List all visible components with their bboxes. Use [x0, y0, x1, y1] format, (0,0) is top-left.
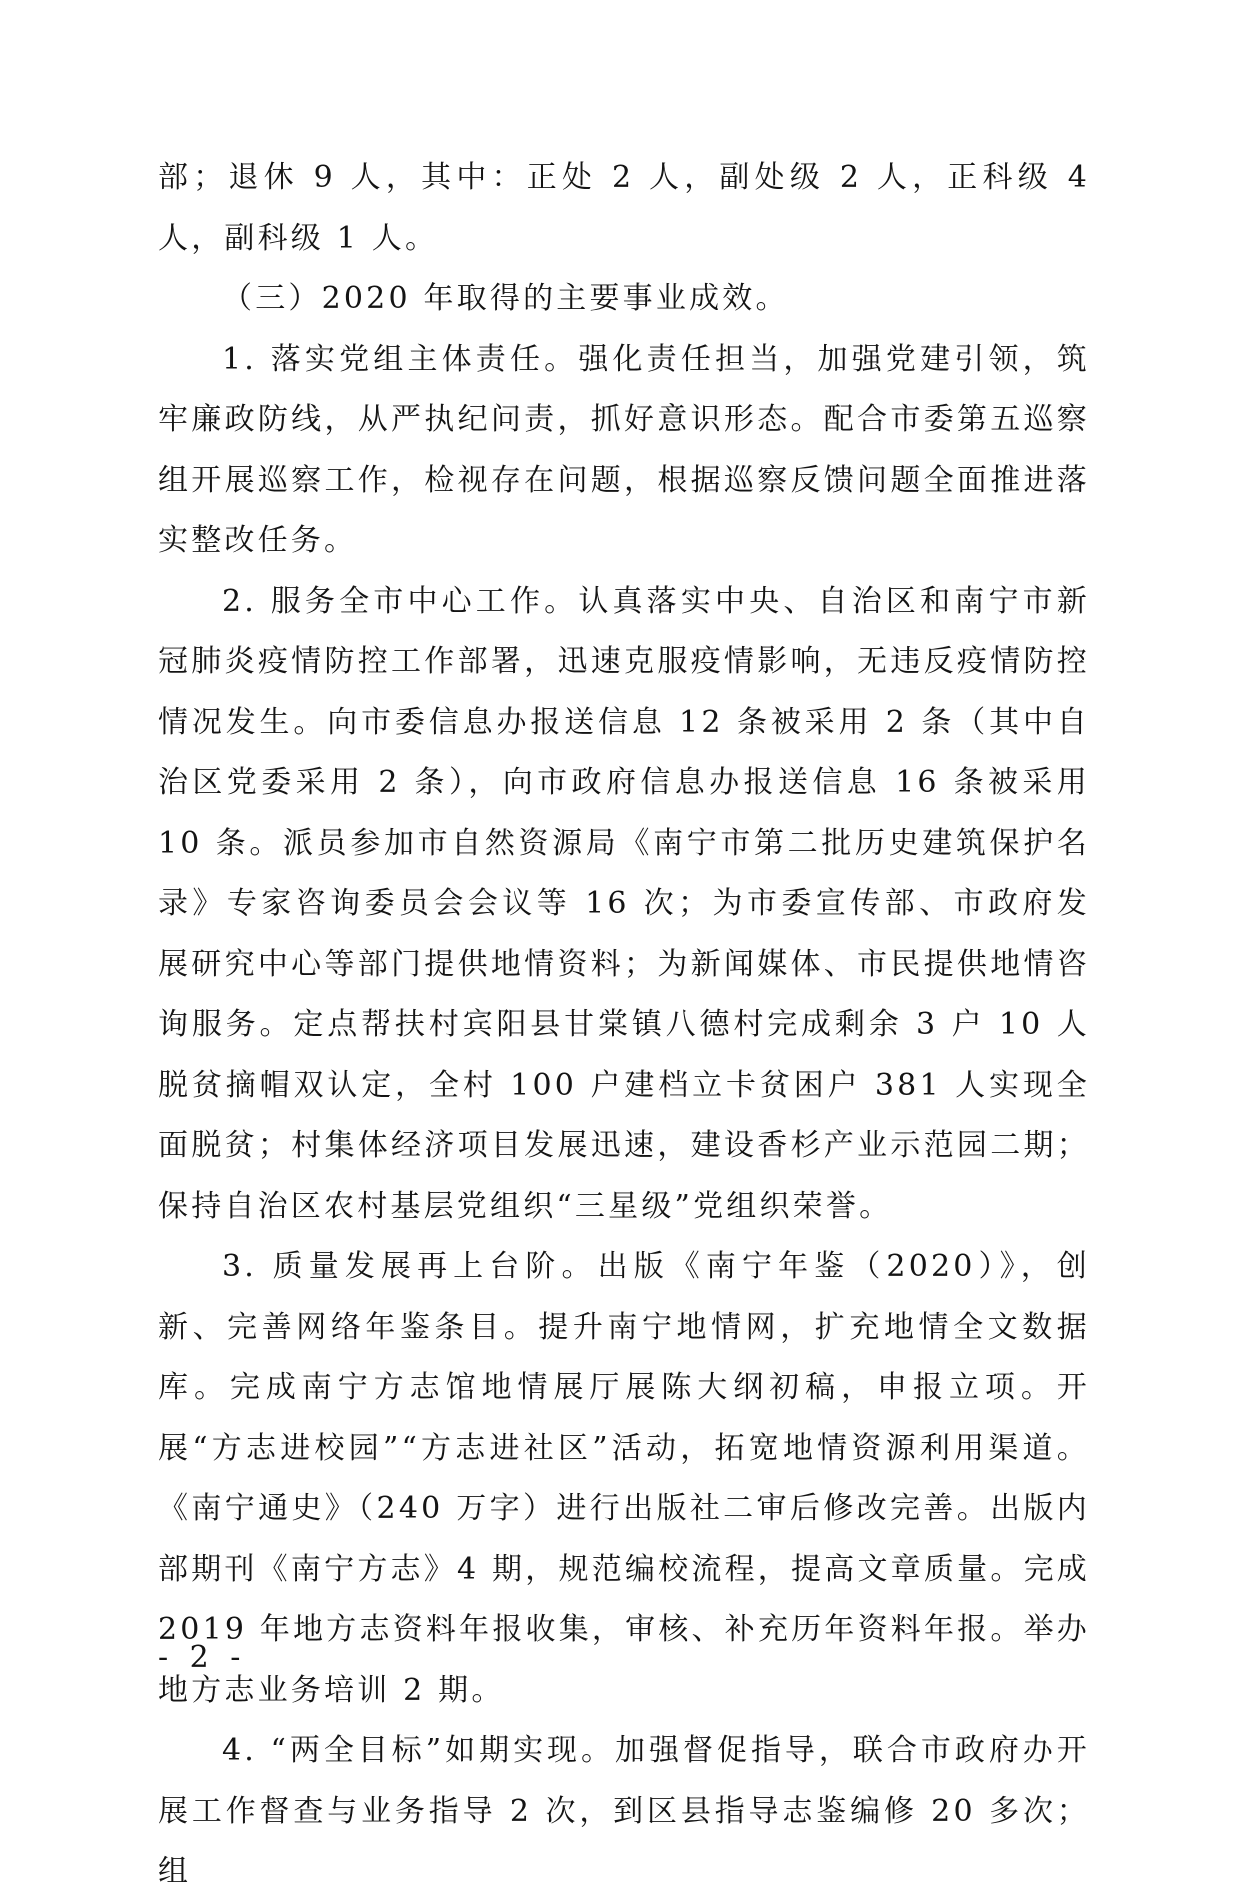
- section-heading-achievements: （三）2020 年取得的主要事业成效。: [222, 281, 789, 316]
- paragraph-staff-continuation: 部；退休 9 人，其中：正处 2 人，副处级 2 人，正科级 4 人，副科级 1 人。: [158, 160, 1090, 256]
- paragraph-item-2: 2. 服务全市中心工作。认真落实中央、自治区和南宁市新冠肺炎疫情防控工作部署，迅速克服疫情影响，无违反疫情防控情况发生。向市委信息办报送信息 12 条被采用 2 条（其中自治区党委采用 2 条），向市政府信息办报送信息 16 条被采用 10 条。派员参加市自然资源局《南宁市第二批历史建筑保护名录》专家咨询委员会会议等 16 次；为市委宣传部、市政府发展研究中心等部门提供地情资料；为新闻媒体、市民提供地情咨询服务。定点帮扶村宾阳县甘棠镇八德村完成剩余 3 户 10 人脱贫摘帽双认定，全村 100 户建档立卡贫困户 381 人实现全面脱贫；村集体经济项目发展迅速，建设香杉产业示范园二期；保持自治区农村基层党组织“三星级”党组织荣誉。: [158, 583, 1090, 1224]
- page-number: - 2 -: [158, 1640, 247, 1675]
- paragraph-item-3: 3. 质量发展再上台阶。出版《南宁年鉴（2020）》，创新、完善网络年鉴条目。提升南宁地情网，扩充地情全文数据库。完成南宁方志馆地情展厅展陈大纲初稿，申报立项。开展“方志进校园”“方志进社区”活动，拓宽地情资源利用渠道。《南宁通史》（240 万字）进行出版社二审后修改完善。出版内部期刊《南宁方志》4 期，规范编校流程，提高文章质量。完成 2019 年地方志资料年报收集，审核、补充历年资料年报。举办地方志业务培训 2 期。: [158, 1249, 1090, 1708]
- paragraph-item-1: 1. 落实党组主体责任。强化责任担当，加强党建引领，筑牢廉政防线，从严执纪问责，抓好意识形态。配合市委第五巡察组开展巡察工作，检视存在问题，根据巡察反馈问题全面推进落实整改任务。: [158, 341, 1090, 558]
- paragraph-item-4: 4. “两全目标”如期实现。加强督促指导，联合市政府办开展工作督查与业务指导 2 次，到区县指导志鉴编修 20 多次；组: [158, 1733, 1090, 1889]
- body-text: [158, 148, 1090, 1903]
